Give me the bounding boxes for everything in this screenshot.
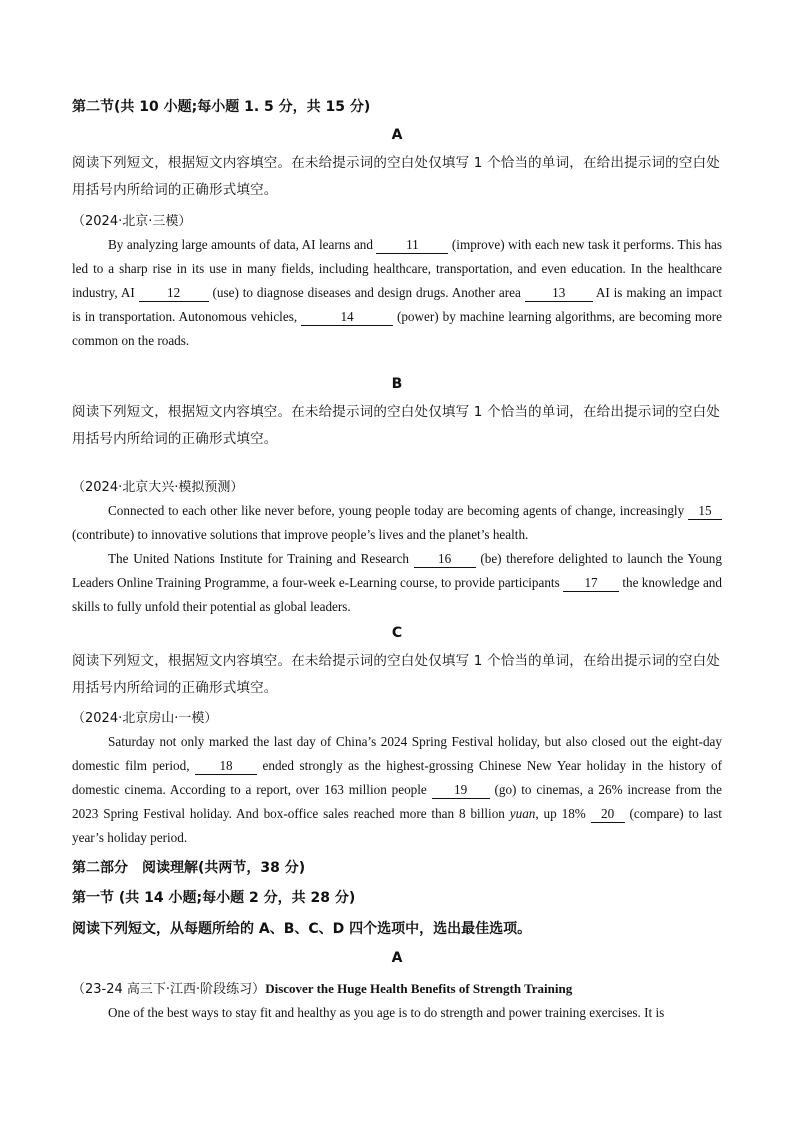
part2-a-passage: One of the best ways to stay fit and healthy as you age is to do strength and power training exercises. It is: [108, 1005, 665, 1020]
part2-a-source: （23-24 高三下·江西·阶段练习）: [72, 982, 266, 997]
part-b-paragraph-2: The United Nations Institute for Training and Research 16 (be) therefore delighted to launch the Young Leaders Online Training Programme, a four-week e-Learning course, to provide participants 17 the knowledge and skills to fully unfold their potential as global leaders.: [72, 551, 722, 614]
blank-14[interactable]: 14: [301, 309, 393, 326]
passage-title: Discover the Huge Health Benefits of Strength Training: [265, 981, 573, 996]
part-c-label: C: [391, 625, 403, 641]
part2-section1-heading: 第一节 (共 14 小题;每小题 2 分，共 28 分): [72, 890, 356, 906]
part2-heading: 第二部分 阅读理解(共两节，38 分): [72, 860, 306, 876]
part2-a-source-line: [72, 978, 572, 997]
part-c-instruction: 阅读下列短文，根据短文内容填空。在未给提示词的空白处仅填写 1 个恰当的单词，在给出提示词的空白处用括号内所给词的正确形式填空。: [72, 653, 720, 696]
blank-19[interactable]: 19: [432, 782, 490, 799]
part-c-source: （2024·北京房山·一模）: [72, 711, 218, 726]
blank-16[interactable]: 16: [414, 551, 476, 568]
blank-11[interactable]: 11: [376, 237, 448, 254]
blank-13[interactable]: 13: [525, 285, 593, 302]
part-c-passage: Saturday not only marked the last day of China’s 2024 Spring Festival holiday, but also closed out the eight-day domestic film period, 18 ended strongly as the highest-grossing Chinese New Year holiday in the history of domestic cinema. According to a report, over 163 million people 19 (go) to cinemas, a 26% increase from the 2023 Spring Festival holiday. And box-office sales reached more than 8 billion yuan, up 18% 20 (compare) to last year’s holiday period.: [72, 734, 723, 845]
part2-a-label: A: [391, 950, 403, 966]
part-a-label: A: [391, 127, 403, 143]
blank-18[interactable]: 18: [195, 758, 257, 775]
part-a-instruction: 阅读下列短文，根据短文内容填空。在未给提示词的空白处仅填写 1 个恰当的单词，在给出提示词的空白处用括号内所给词的正确形式填空。: [72, 155, 720, 198]
blank-15[interactable]: 15: [688, 503, 722, 520]
part-b-label: B: [391, 376, 403, 392]
part-a-passage: By analyzing large amounts of data, AI learns and 11 (improve) with each new task it performs. This has led to a sharp rise in its use in many fields, including healthcare, transportation, and even education. In the healthcare industry, AI 12 (use) to diagnose diseases and design drugs. Another area 13 AI is making an impact is in transportation. Autonomous vehicles, 14 (power) by machine learning algorithms, are becoming more common on the roads.: [72, 237, 723, 348]
blank-17[interactable]: 17: [563, 575, 619, 592]
part-a-source: （2024·北京·三模）: [72, 214, 192, 229]
part-b-source: （2024·北京大兴·模拟预测）: [72, 480, 244, 495]
section2-heading: 第二节(共 10 小题;每小题 1. 5 分，共 15 分): [72, 99, 371, 115]
part-b-instruction: 阅读下列短文，根据短文内容填空。在未给提示词的空白处仅填写 1 个恰当的单词，在给出提示词的空白处用括号内所给词的正确形式填空。: [72, 404, 720, 447]
blank-20[interactable]: 20: [591, 806, 625, 823]
part-b-paragraph-1: Connected to each other like never before, young people today are becoming agents of change, increasingly 15(contribute) to innovative solutions that improve people’s lives and the planet’s health.: [72, 499, 722, 547]
blank-12[interactable]: 12: [139, 285, 209, 302]
part2-instruction: 阅读下列短文，从每题所给的 A、B、C、D 四个选项中，选出最佳选项。: [72, 921, 532, 937]
